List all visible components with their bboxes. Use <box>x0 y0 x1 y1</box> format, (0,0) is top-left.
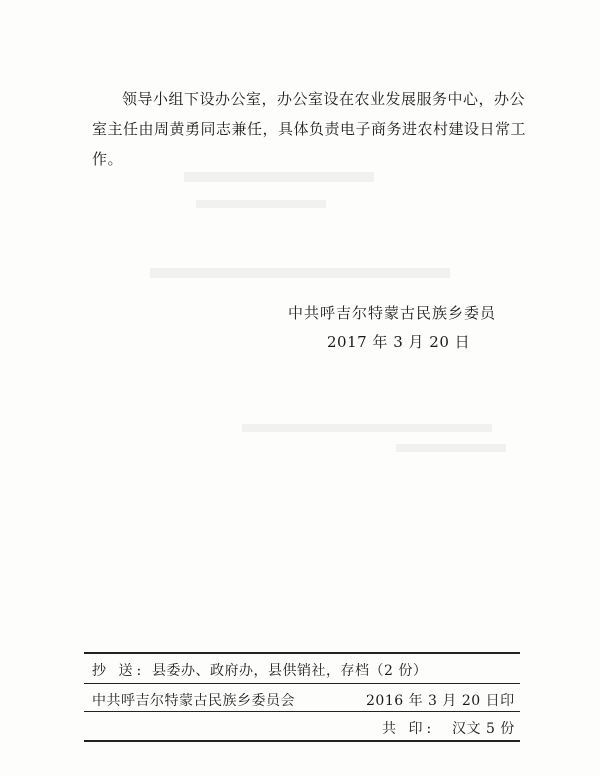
signature-organization: 中共呼吉尔特蒙古民族乡委员 <box>288 304 497 322</box>
issuing-organization: 中共呼吉尔特蒙古民族乡委员会 <box>92 693 295 709</box>
copies-count: 汉文 5 份 <box>452 721 515 737</box>
body-line-3: 作。 <box>92 150 124 168</box>
footer-top-rule <box>84 652 520 654</box>
body-line-1: 领导小组下设办公室，办公室设在农业发展服务中心，办公 <box>122 90 526 108</box>
footer-lower-rule <box>84 711 520 712</box>
footer-middle-rule <box>84 683 520 684</box>
body-paragraph <box>92 84 530 174</box>
print-date: 2016 年 3 月 20 日印 <box>366 693 515 709</box>
footer-bottom-rule <box>84 740 520 742</box>
cc-recipients: 县委办、政府办，县供销社，存档（2 份） <box>152 663 428 679</box>
signature-date: 2017 年 3 月 20 日 <box>327 333 471 351</box>
cc-label: 抄 送: <box>92 663 146 679</box>
body-line-2: 室主任由周黄勇同志兼任，具体负责电子商务进农村建设日常工 <box>92 120 527 138</box>
copies-label: 共 印: <box>382 721 436 737</box>
